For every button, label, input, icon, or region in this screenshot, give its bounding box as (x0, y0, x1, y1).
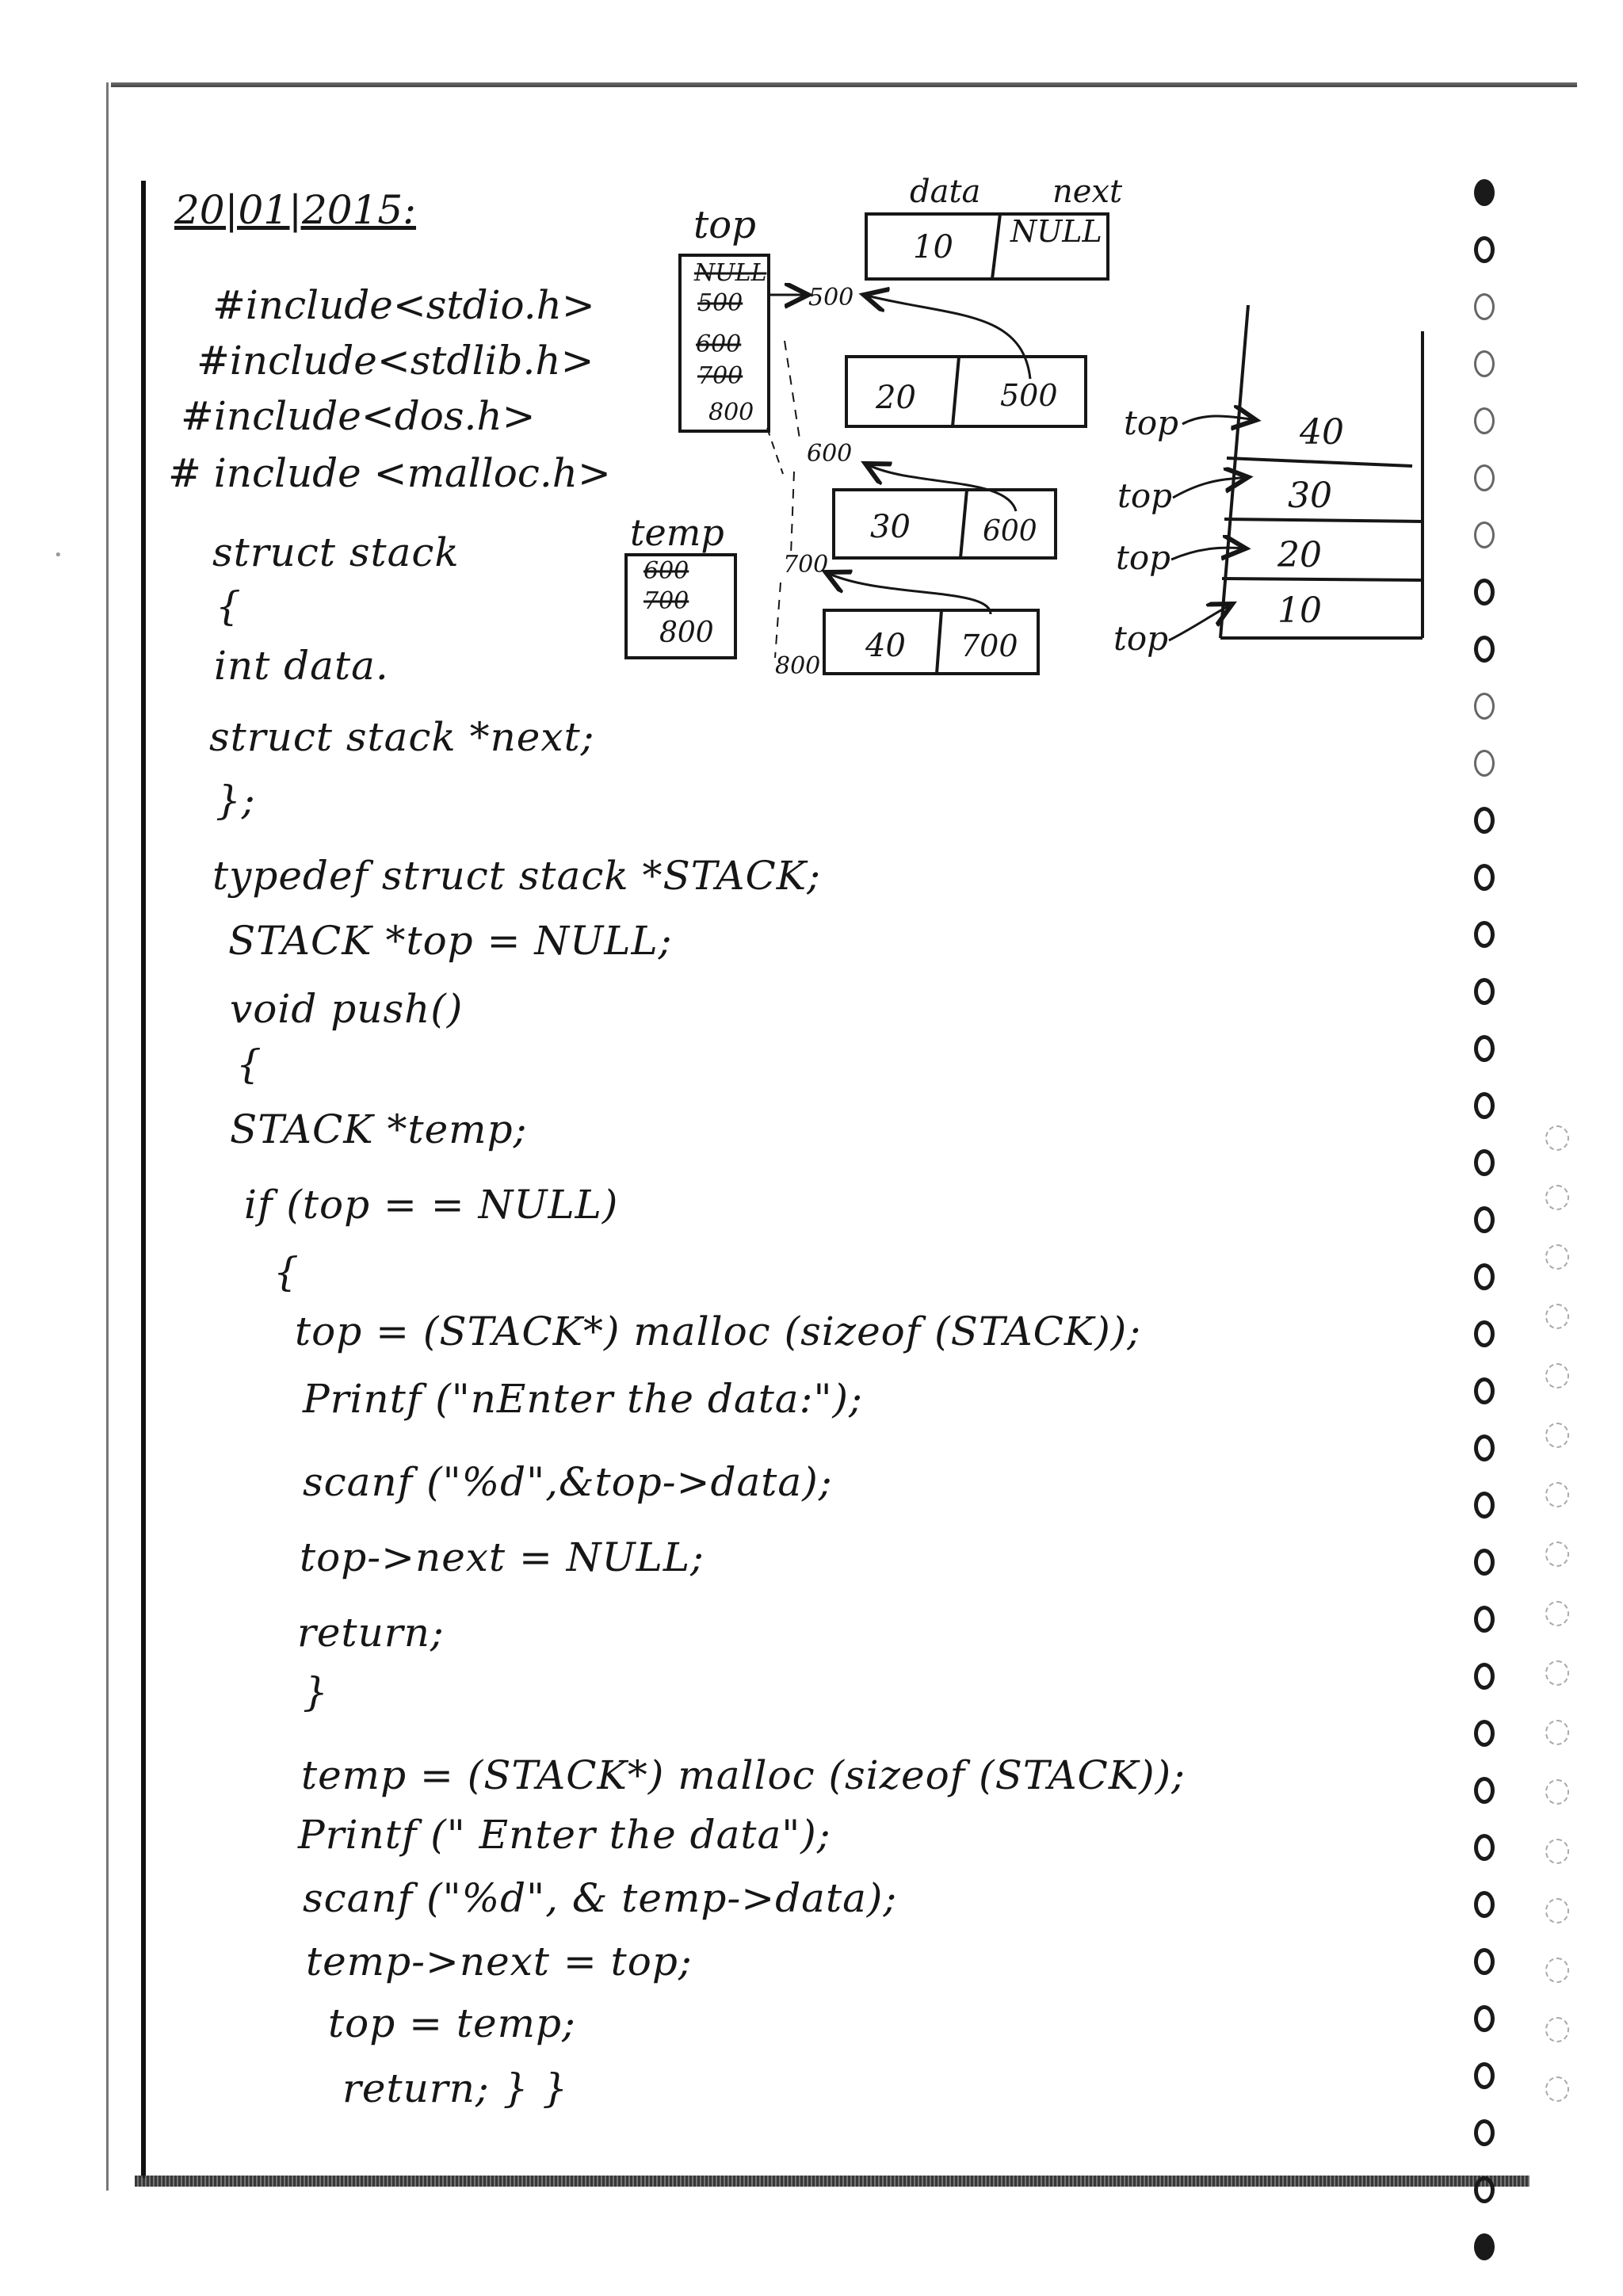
code-line: { (236, 1041, 262, 1087)
top-value: NULL (694, 259, 767, 287)
code-line: if (top = = NULL) (244, 1182, 619, 1228)
stack-cell: 30 (1288, 476, 1332, 516)
punch-hole (1545, 1304, 1569, 1329)
binding-ring (1474, 350, 1495, 377)
code-line: struct stack (212, 529, 460, 575)
code-line: return; (297, 1610, 445, 1656)
binding-ring (1474, 1492, 1495, 1519)
binding-ring (1474, 1435, 1495, 1461)
node-next: 600 (983, 515, 1037, 548)
code-line: Printf ("nEnter the data:"); (303, 1376, 863, 1422)
code-line: Printf (" Enter the data"); (298, 1812, 831, 1858)
scan-speck: • (54, 547, 63, 563)
binding-ring (1474, 521, 1495, 548)
node-data: 40 (865, 628, 906, 664)
code-line: scanf ("%d", & temp->data); (303, 1875, 898, 1921)
stack-cell: 40 (1300, 412, 1344, 453)
punch-hole (1545, 1898, 1569, 1924)
code-line: STACK *top = NULL; (228, 918, 673, 964)
top-value: 500 (697, 289, 743, 317)
include-line: #include<dos.h> (181, 393, 536, 439)
code-line: temp = (STACK*) malloc (sizeof (STACK)); (301, 1752, 1186, 1798)
include-line: #include<stdio.h> (212, 282, 595, 328)
binding-ring (1474, 1092, 1495, 1119)
punch-hole (1545, 1839, 1569, 1864)
binding-ring (1474, 1663, 1495, 1690)
node-address: 600 (807, 440, 853, 468)
temp-value: 800 (659, 617, 714, 649)
punch-hole (1545, 1541, 1569, 1567)
code-line: scanf ("%d",&top->data); (303, 1459, 833, 1505)
binding-ring (1474, 1206, 1495, 1233)
stack-cell: 10 (1277, 590, 1322, 631)
code-line: STACK *temp; (230, 1106, 528, 1152)
binding-ring (1474, 236, 1495, 263)
punch-hole (1545, 1958, 1569, 1983)
binding-ring (1474, 978, 1495, 1005)
code-line: }; (216, 777, 256, 823)
page-date: 20|01|2015: (174, 187, 417, 233)
punch-hole (1545, 1423, 1569, 1448)
punch-hole (1545, 1779, 1569, 1805)
binding-ring (1474, 2119, 1495, 2146)
stack-pointer-label: top (1113, 619, 1169, 658)
temp-value: 700 (643, 587, 689, 615)
code-line: void push() (230, 986, 464, 1032)
punch-hole (1545, 2076, 1569, 2102)
punch-hole (1545, 1482, 1569, 1507)
header-data: data (910, 174, 981, 210)
stack-container (1220, 305, 1423, 638)
binding-ring (1474, 1320, 1495, 1347)
binding-ring (1474, 1834, 1495, 1861)
node-data: 20 (876, 380, 916, 416)
temp-box-label: temp (630, 511, 724, 554)
binding-ring (1474, 579, 1495, 606)
node-data: 30 (870, 509, 911, 545)
punch-hole (1545, 1660, 1569, 1686)
top-value: 600 (696, 330, 742, 358)
binding-ring (1474, 1606, 1495, 1633)
binding-ring (1474, 464, 1495, 491)
temp-value: 600 (643, 557, 689, 585)
binding-ring (1474, 1263, 1495, 1290)
binding-ring (1474, 1948, 1495, 1975)
punch-hole (1545, 1720, 1569, 1745)
code-line: { (216, 583, 242, 629)
binding-ring (1474, 750, 1495, 777)
top-box-label: top (693, 203, 756, 247)
binding-ring (1474, 864, 1495, 891)
binding-ring (1474, 921, 1495, 948)
binding-ring (1474, 2233, 1495, 2260)
include-line: #include<stdlib.h> (197, 338, 594, 384)
stack-pointer-label: top (1116, 538, 1171, 577)
binding-ring (1474, 407, 1495, 434)
code-line: temp->next = top; (306, 1939, 693, 1985)
code-line: { (273, 1249, 300, 1295)
punch-hole (1545, 1125, 1569, 1151)
code-line: } (303, 1669, 329, 1715)
binding-rings (1474, 174, 1537, 2203)
binding-ring (1474, 1035, 1495, 1062)
stack-pointer-label: top (1124, 403, 1179, 442)
node-next: 700 (960, 628, 1018, 663)
binding-ring (1474, 1777, 1495, 1804)
binding-ring (1474, 693, 1495, 720)
punch-hole (1545, 1601, 1569, 1626)
top-value: 800 (708, 399, 754, 426)
node-address: 800 (775, 652, 821, 680)
binding-ring (1474, 2176, 1495, 2203)
binding-ring (1474, 1549, 1495, 1576)
binding-ring (1474, 2062, 1495, 2089)
top-value: 700 (697, 362, 743, 390)
punch-holes (1545, 238, 1593, 2219)
binding-ring (1474, 2005, 1495, 2032)
code-line: top = temp; (328, 2000, 576, 2046)
code-line: int data. (214, 643, 389, 689)
code-line: return; } } (342, 2065, 569, 2111)
node-next: 500 (1000, 378, 1058, 413)
binding-ring (1474, 1891, 1495, 1918)
stack-cell: 20 (1277, 535, 1322, 575)
binding-ring (1474, 1377, 1495, 1404)
node-data: 10 (913, 229, 953, 266)
binding-ring (1474, 807, 1495, 834)
binding-ring (1474, 636, 1495, 663)
include-line: # include <malloc.h> (168, 450, 611, 496)
node-address: 500 (808, 284, 854, 311)
punch-hole (1545, 1185, 1569, 1210)
punch-hole (1545, 1363, 1569, 1389)
binding-ring (1474, 179, 1495, 206)
punch-hole (1545, 1244, 1569, 1270)
punch-hole (1545, 2017, 1569, 2042)
binding-ring (1474, 293, 1495, 320)
binding-ring (1474, 1720, 1495, 1747)
stack-pointer-label: top (1117, 476, 1173, 515)
code-line: struct stack *next; (209, 714, 595, 760)
code-line: top->next = NULL; (300, 1534, 705, 1580)
node-address: 700 (783, 551, 829, 579)
code-line: top = (STACK*) malloc (sizeof (STACK)); (295, 1308, 1142, 1354)
binding-ring (1474, 1149, 1495, 1176)
code-line: typedef struct stack *STACK; (212, 853, 821, 899)
node-next: NULL (1010, 214, 1102, 249)
header-next: next (1052, 174, 1123, 210)
